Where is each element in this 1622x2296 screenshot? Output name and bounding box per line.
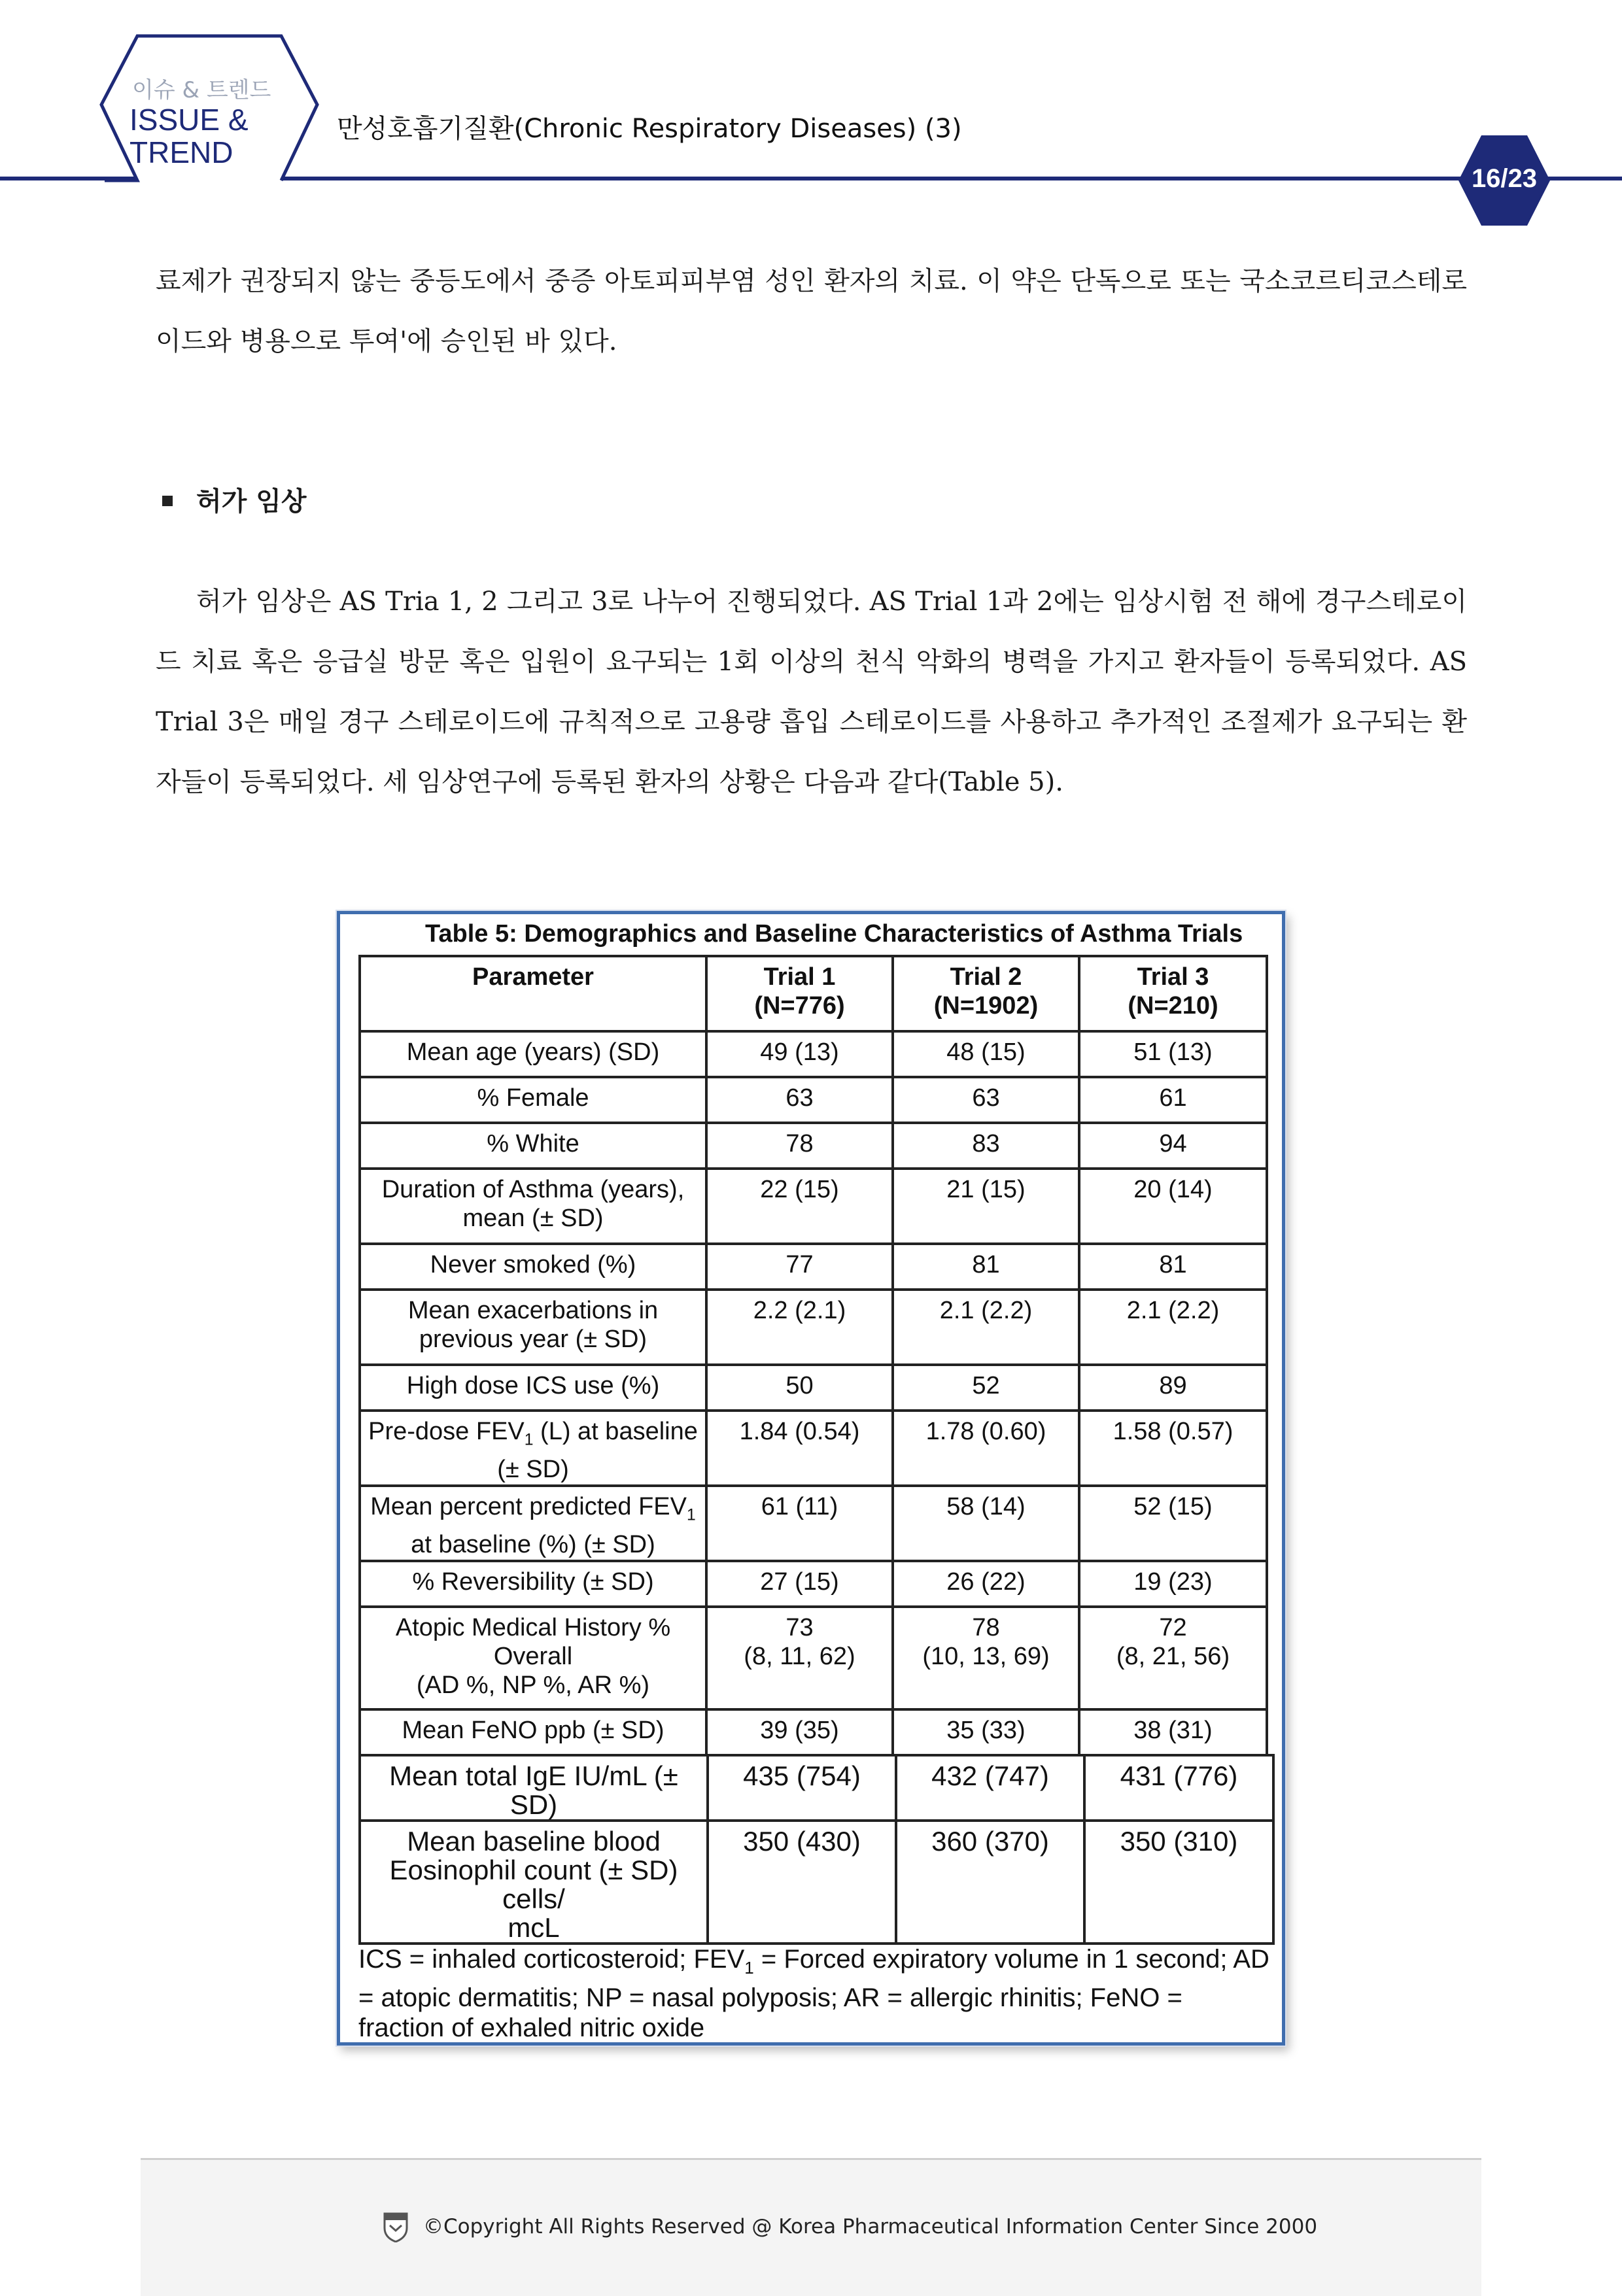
paragraph-trials: 허가 임상은 AS Tria 1, 2 그리고 3로 나누어 진행되었다. AS Trial 1과 2에는 임상시험 전 해에 경구스테로이드 치료 혹은 응급실 방문 혹은 입원이 요구되는 1회 이상의 천식 악화의 병력을 가지고 환자들이 등록되었다. AS Trial 3은 매일 경구 스테로이드에 규칙적으로 고용량 흡입 스테로이드를 사용하고 추가적인 조절제가 요구되는 환자들이 등록되었다. 세 임상연구에 등록된 환자의 상황은 다음과 같다(Table 5). [156,587,1467,797]
square-bullet-icon [162,496,173,506]
param-cell: Atopic Medical History % Overall (AD %, NP %, AR %) [360,1607,706,1709]
page-number-badge [1458,134,1550,227]
table-footnote: ICS = inhaled corticosteroid; $FEV_1$ = Forced expiratory volume in 1 second; AD = atopic dermatitis; NP = nasal polyposis; AR = allergic rhinitis; FeNO = fraction of exhaled nitric oxide [358,1945,1269,2042]
table-row [360,1365,1267,1411]
param-cell: Mean exacerbations in previous year (± SD) [360,1290,706,1365]
param-cell: Mean baseline blood Eosinophil count (± SD) cells/ mcL [360,1821,708,1944]
section-heading: 허가 임상 [196,487,307,517]
table-row [360,1709,1267,1755]
trial3-cell: 81 [1079,1244,1267,1290]
param-cell: High dose ICS use (%) [360,1365,706,1411]
crest-logo-icon [383,2211,409,2242]
table-row [360,1077,1267,1123]
header-trial-2: Trial 2 (N=1902) [893,956,1079,1031]
page-number: 16/23 [1471,164,1538,193]
trial3-cell: 61 [1079,1077,1267,1123]
param-cell: Mean percent predicted $FEV_1$ at baseline (%) (± SD) [360,1486,706,1561]
table-row [360,1031,1267,1077]
table-row [360,1290,1267,1365]
trial1-cell: 77 [706,1244,893,1290]
footer [141,2158,1481,2296]
table-row [360,1561,1267,1607]
trial1-cell: 22 (15) [706,1169,893,1244]
table-figure [337,911,1285,2046]
trial3-cell: 38 (31) [1079,1709,1267,1755]
demographics-table-extension [358,1754,1275,1945]
paragraph-continued: 료제가 권장되지 않는 중등도에서 중증 아토피피부염 성인 환자의 치료. 이 약은 단독으로 또는 국소코르티코스테로이드와 병용으로 투여'에 승인된 바 있다. [156,266,1467,356]
param-cell: Duration of Asthma (years), mean (± SD) [360,1169,706,1244]
param-cell: Mean age (years) (SD) [360,1031,706,1077]
trial2-cell: 26 (22) [893,1561,1079,1607]
trial1-cell: 73 (8, 11, 62) [706,1607,893,1709]
param-cell: % White [360,1123,706,1169]
trial3-cell: 431 (776) [1084,1755,1273,1821]
trial1-cell: 2.2 (2.1) [706,1290,893,1365]
trial2-cell: 48 (15) [893,1031,1079,1077]
page-title: 만성호흡기질환(Chronic Respiratory Diseases) (3) [337,114,962,144]
trial3-cell: 1.58 (0.57) [1079,1411,1267,1486]
trial1-cell: 39 (35) [706,1709,893,1755]
header-parameter: Parameter [360,956,706,1031]
trial2-cell: 35 (33) [893,1709,1079,1755]
trial2-cell: 63 [893,1077,1079,1123]
trial2-cell: 81 [893,1244,1079,1290]
table-row [360,1123,1267,1169]
trial2-cell: 58 (14) [893,1486,1079,1561]
trial2-cell: 21 (15) [893,1169,1079,1244]
trial3-cell: 350 (310) [1084,1821,1273,1944]
table-row [360,1486,1267,1561]
table-row [360,1244,1267,1290]
table-row [360,1607,1267,1709]
table-title: Table 5: Demographics and Baseline Characteristics of Asthma Trials [425,920,1243,948]
trial3-cell: 20 (14) [1079,1169,1267,1244]
param-cell: % Female [360,1077,706,1123]
trial3-cell: 94 [1079,1123,1267,1169]
header-trial-1: Trial 1 (N=776) [706,956,893,1031]
trial2-cell: 78 (10, 13, 69) [893,1607,1079,1709]
trial3-cell: 2.1 (2.2) [1079,1290,1267,1365]
trial1-cell: 49 (13) [706,1031,893,1077]
trial1-cell: 61 (11) [706,1486,893,1561]
trial2-cell: 2.1 (2.2) [893,1290,1079,1365]
footer-content [383,2207,1317,2246]
badge-korean-label: 이슈 & 트렌드 [132,77,271,103]
header-trial-3: Trial 3 (N=210) [1079,956,1267,1031]
trial2-cell: 83 [893,1123,1079,1169]
table-header-row [360,956,1267,1031]
trial2-cell: 52 [893,1365,1079,1411]
trial3-cell: 89 [1079,1365,1267,1411]
trial1-cell: 1.84 (0.54) [706,1411,893,1486]
trial1-cell: 27 (15) [706,1561,893,1607]
param-cell: Pre-dose $FEV_1$ (L) at baseline (± SD) [360,1411,706,1486]
param-cell: Never smoked (%) [360,1244,706,1290]
trial2-cell: 1.78 (0.60) [893,1411,1079,1486]
badge-line-2: TREND [129,135,233,169]
table-row [360,1755,1273,1821]
trial1-cell: 78 [706,1123,893,1169]
trial3-cell: 72 (8, 21, 56) [1079,1607,1267,1709]
trial1-cell: 435 (754) [708,1755,896,1821]
trial3-cell: 51 (13) [1079,1031,1267,1077]
badge-english-label [129,103,249,169]
table-row [360,1411,1267,1486]
trial2-cell: 360 (370) [896,1821,1084,1944]
trial1-cell: 63 [706,1077,893,1123]
table-row [360,1169,1267,1244]
trial1-cell: 50 [706,1365,893,1411]
param-cell: Mean FeNO ppb (± SD) [360,1709,706,1755]
table-row [360,1821,1273,1944]
copyright-text: ©Copyright All Rights Reserved @ Korea Pharmaceutical Information Center Since 2000 [423,2215,1318,2238]
trial2-cell: 432 (747) [896,1755,1084,1821]
issue-trend-badge [92,26,327,183]
badge-line-1: ISSUE & [129,103,249,137]
param-cell: Mean total IgE IU/mL (± SD) [360,1755,708,1821]
param-cell: % Reversibility (± SD) [360,1561,706,1607]
trial3-cell: 19 (23) [1079,1561,1267,1607]
trial3-cell: 52 (15) [1079,1486,1267,1561]
demographics-table [358,955,1268,1756]
trial1-cell: 350 (430) [708,1821,896,1944]
